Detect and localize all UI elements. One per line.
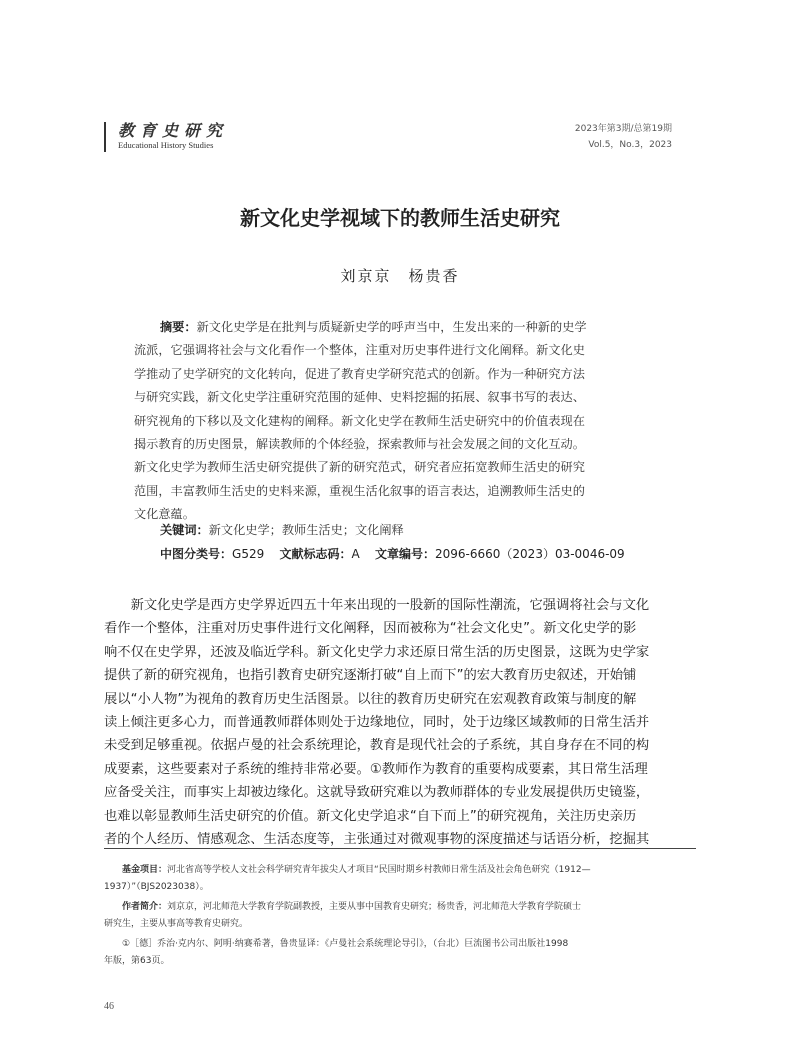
abstract-line: 范围，丰富教师生活史的史料来源，重视生活化叙事的语言表达，追溯教师生活史的 <box>134 483 585 498</box>
body-text <box>104 594 696 851</box>
fund-label: 基金项目： <box>122 865 168 875</box>
abstract-line: 揭示教育的历史图景，解读教师的个体经验，探索教师与社会发展之间的文化互动。 <box>134 437 585 452</box>
header-rule <box>104 122 106 152</box>
keywords <box>160 521 404 538</box>
footnote-note-1 <box>104 936 696 969</box>
article-title: 新文化史学视域下的教师生活史研究 <box>240 206 560 230</box>
abstract-line <box>134 316 664 339</box>
issue-en: Vol.5，No.3，2023 <box>588 140 672 150</box>
abstract-text: 新文化史学是在批判与质疑新史学的呼声当中，生发出来的一种新的史学 <box>196 320 587 334</box>
body-line: 响不仅在史学界，还波及临近学科。新文化史学力求还原日常生活的历史图景，这既为史学家 <box>104 644 650 660</box>
footnote-fund <box>104 862 696 895</box>
footnote-line: ①［德］乔治·克内尔、阿明·纳赛希著，鲁贵显译：《卢曼社会系统理论导引》，（台北）巨流图书公司出版社1998 <box>122 939 569 949</box>
page-number: 46 <box>104 1001 114 1012</box>
keywords-value: 新文化史学；教师生活史；文化阐释 <box>208 523 404 537</box>
journal-subtitle: Educational History Studies <box>118 140 214 150</box>
footnote-line: 研究生，主要从事高等教育史研究。 <box>104 918 249 929</box>
issue-info <box>575 121 672 153</box>
author-text: 刘京京，河北师范大学教育学院副教授，主要从事中国教育史研究；杨贵香，河北师范大学教育学院硕士 <box>167 902 582 912</box>
body-line: 读上倾注更多心力，而普通教师群体则处于边缘地位，同时，处于边缘区域教师的日常生活并 <box>104 715 650 731</box>
footnote-line <box>104 899 696 916</box>
issue-cn: 2023年第3期/总第19期 <box>574 124 672 134</box>
abstract-line: 流派，它强调将社会与文化看作一个整体，注重对历史事件进行文化阐释。新文化史 <box>134 343 585 358</box>
body-line: 应备受关注，而事实上却被边缘化。这就导致研究难以为教师群体的专业发展提供历史镜鉴， <box>104 785 650 801</box>
abstract-line: 学推动了史学研究的文化转向，促进了教育史学研究范式的创新。作为一种研究方法 <box>134 366 585 381</box>
footnote-line <box>104 862 696 879</box>
abstract <box>134 316 664 527</box>
body-line: 展以“小人物”为视角的教育历史生活图景。以往的教育历史研究在宏观教育政策与制度的解 <box>104 691 637 707</box>
footnotes <box>104 862 696 973</box>
abstract-line: 与研究实践，新文化史学注重研究范围的延伸、史料挖掘的拓展、叙事书写的表达、 <box>134 390 585 405</box>
article-number-value: 2096-6660（2023）03-0046-09 <box>435 547 625 561</box>
doc-code-value: A <box>351 547 360 561</box>
abstract-line: 研究视角的下移以及文化建构的阐释。新文化史学在教师生活史研究中的价值表现在 <box>134 413 585 428</box>
body-line: 成要素，这些要素对子系统的维持非常必要。①教师作为教育的重要构成要素，其日常生活理 <box>104 761 648 777</box>
body-line: 提供了新的研究视角，也指引教育史研究逐渐打破“自上而下”的宏大教育历史叙述，开始铺 <box>104 668 637 684</box>
author-label: 作者简介： <box>122 902 168 912</box>
article-number-label: 文章编号： <box>374 547 435 561</box>
doc-code-label: 文献标志码： <box>279 547 352 561</box>
body-line: 看作一个整体，注重对历史事件进行文化阐释，因而被称为“社会文化史”。新文化史学的影 <box>104 621 637 637</box>
fund-text: 河北省高等学校人文社会科学研究青年拔尖人才项目“民国时期乡村教师日常生活及社会角色研究（1912— <box>167 865 591 875</box>
journal-title: 教育史研究 <box>118 121 229 140</box>
abstract-line: 新文化史学为教师生活史研究提供了新的研究范式，研究者应拓宽教师生活史的研究 <box>134 460 585 475</box>
footnote-line: 1937）”（BJS2023038）。 <box>104 881 209 892</box>
classification-line <box>160 545 625 562</box>
footnote-line: 年版，第63页。 <box>104 955 170 966</box>
clc-value: G529 <box>232 547 265 561</box>
keywords-label: 关键词： <box>160 523 209 537</box>
footnote-author <box>104 899 696 932</box>
body-line: 者的个人经历、情感观念、生活态度等，主张通过对微观事物的深度描述与话语分析，挖掘其 <box>104 832 650 848</box>
body-line: 未受到足够重视。依据卢曼的社会系统理论，教育是现代社会的子系统，其自身存在不同的构 <box>104 738 650 754</box>
body-line: 也难以彰显教师生活史研究的价值。新文化史学追求“自下而上”的研究视角，关注历史亲历 <box>104 808 637 824</box>
abstract-label: 摘要： <box>160 320 197 334</box>
clc-label: 中图分类号： <box>160 547 233 561</box>
footnote-divider <box>104 848 696 849</box>
body-line: 新文化史学是西方史学界近四五十年来出现的一股新的国际性潮流，它强调将社会与文化 <box>104 598 650 613</box>
article-authors: 刘京京 杨贵香 <box>340 267 460 285</box>
abstract-line: 文化意蕴。 <box>134 507 195 522</box>
